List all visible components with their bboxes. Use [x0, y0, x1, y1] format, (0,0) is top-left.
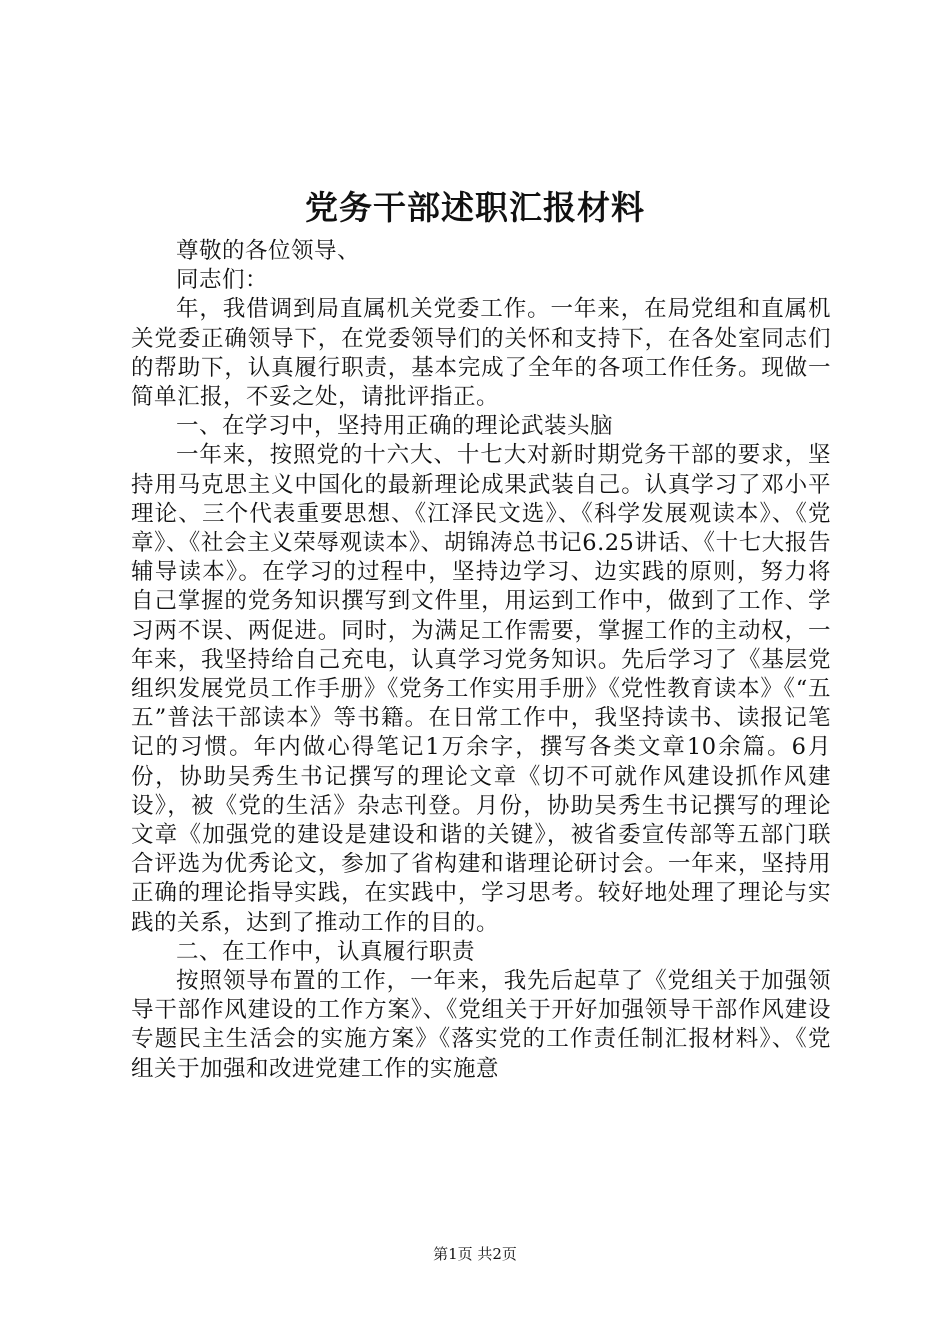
section-1-paragraph: 一年来，按照党的十六大、十七大对新时期党务干部的要求，坚持用马克思主义中国化的最新理论成果武装自己。认真学习了邓小平理论、三个代表重要思想、《江泽民文选》、《科学发展观读本》、《党章》、《社会主义荣辱观读本》、胡锦涛总书记6.25讲话、《十七大报告辅导读本》。在学习的过程中，坚持边学习、边实践的原则，努力将自己掌握的党务知识撰写到文件里，用运到工作中，做到了工作、学习两不误、两促进。同时，为满足工作需要，掌握工作的主动权，一年来，我坚持给自己充电，认真学习党务知识。先后学习了《基层党组织发展党员工作手册》《党务工作实用手册》《党性教育读本》《“五五”普法干部读本》等书籍。在日常工作中，我坚持读书、读报记笔记的习惯。年内做心得笔记1万余字，撰写各类文章10余篇。6月份，协助吴秀生书记撰写的理论文章《切不可就作风建设抓作风建设》，被《党的生活》杂志刊登。月份，协助吴秀生书记撰写的理论文章《加强党的建设是建设和谐的关键》，被省委宣传部等五部门联合评选为优秀论文，参加了省构建和谐理论研讨会。一年来，坚持用正确的理论指导实践，在实践中，学习思考。较好地处理了理论与实践的关系，达到了推动工作的目的。 — [131, 442, 831, 936]
salutation-line-1: 尊敬的各位领导、 — [176, 238, 361, 264]
section-heading-2: 二、在工作中，认真履行职责 — [176, 938, 476, 965]
intro-paragraph: 年，我借调到局直属机关党委工作。一年来，在局党组和直属机关党委正确领导下，在党委领导们的关怀和支持下，在各处室同志们的帮助下，认真履行职责，基本完成了全年的各项工作任务。现做一简单汇报，不妥之处，请批评指正。 — [131, 296, 831, 411]
section-2-paragraph: 按照领导布置的工作，一年来，我先后起草了《党组关于加强领导干部作风建设的工作方案》、《党组关于开好加强领导干部作风建设专题民主生活会的实施方案》《落实党的工作责任制汇报材料》、《党组关于加强和改进党建工作的实施意 — [131, 968, 831, 1082]
salutation-line-2: 同志们： — [176, 267, 269, 294]
page-number-label: 第1页 共2页 — [433, 1245, 517, 1263]
document-body — [131, 237, 831, 1084]
document-title: 党务干部述职汇报材料 — [305, 188, 645, 227]
page-footer — [0, 1244, 950, 1264]
section-heading-1: 一、在学习中，坚持用正确的理论武装头脑 — [176, 413, 614, 440]
